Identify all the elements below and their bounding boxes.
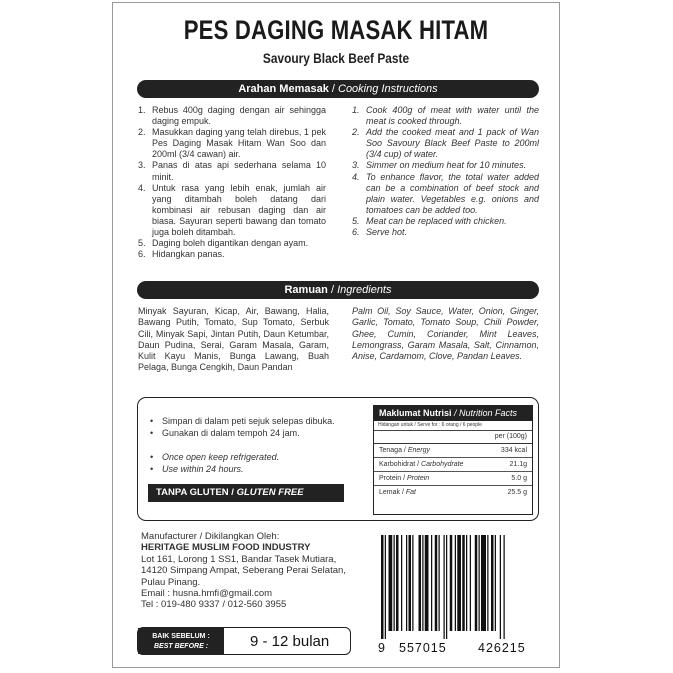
best-before-box: [137, 627, 351, 655]
step-malay: 4. Untuk rasa yang lebih enak, jumlah air yang ditambah boleh datang dari kombinasi air rebusan daging dan air biasa. Sayuran seperti bawang dan tomato juga boleh ditambah.: [138, 182, 326, 238]
ingredients-header-malay: Ramuan: [284, 284, 328, 296]
cooking-header-english: Cooking Instructions: [338, 83, 438, 95]
product-label: [112, 2, 560, 668]
storage-malay: [150, 416, 335, 439]
cooking-steps-malay: [138, 105, 326, 260]
storage-english: [150, 452, 279, 475]
bullet-icon: •: [150, 416, 154, 426]
nutrition-row: Tenaga / Energy 334 kcal: [374, 444, 532, 458]
step-malay: 1. Rebus 400g daging dengan air sehingga daging empuk.: [138, 105, 326, 127]
ingredients-malay: Minyak Sayuran, Kicap, Air, Bawang, Halia, Bawang Putih, Tomato, Sup Tomato, Serbuk Cili, Minyak Sapi, Jintan Putih, Daun Ketumbar, Daun Pudina, Serai, Garam Masala, Garam, Kulit Kayu Manis, Bunga Lawang, Buah Pelaga, Bunga Cengkih, Daun Pandan: [138, 306, 329, 373]
nutrition-row: Protein / Protein 5.0 g: [374, 472, 532, 486]
address-line: 14120 Simpang Ampat, Seberang Perai Selatan,: [141, 565, 346, 577]
step-english: 4. To enhance flavor, the total water added can be a combination of beef stock and plain water. Vegetables e.g. onions and tomatoes can be added too.: [352, 171, 539, 215]
nutrition-row: Karbohidrat / Carbohydrate 21.1g: [374, 458, 532, 472]
barcode-left-digits: 557015: [399, 641, 447, 655]
storage-nutrition-box: [137, 397, 539, 521]
ingredients-header-separator: /: [327, 284, 338, 296]
address-line: Lot 161, Lorong 1 SS1, Bandar Tasek Mutiara,: [141, 553, 337, 565]
nutrition-title: Maklumat Nutrisi / Nutrition Facts: [374, 406, 532, 421]
ingredients-header: [137, 281, 539, 299]
storage-item: • Gunakan di dalam tempoh 24 jam.: [150, 427, 300, 438]
step-malay: 3. Panas di atas api sederhana selama 10 minit.: [138, 160, 326, 182]
ingredients-header-english: Ingredients: [337, 284, 392, 296]
manufacturer-name: HERITAGE MUSLIM FOOD INDUSTRY: [141, 542, 311, 554]
gluten-free-badge: TANPA GLUTEN / GLUTEN FREE: [148, 484, 344, 502]
step-malay: 6. Hidangkan panas.: [138, 249, 225, 260]
step-malay: 5. Daging boleh digantikan dengan ayam.: [138, 238, 309, 249]
manufacturer-email: Email : husna.hmfi@gmail.com: [141, 588, 273, 600]
barcode-first-digit: 9: [378, 641, 386, 655]
best-before-value: 9 - 12 bulan: [250, 633, 330, 650]
cooking-header-malay: Arahan Memasak: [238, 83, 329, 95]
bullet-icon: •: [150, 452, 154, 462]
manufacturer-info: [141, 531, 346, 611]
product-subtitle: Savoury Black Beef Paste: [262, 50, 410, 66]
bullet-icon: •: [150, 463, 154, 474]
ingredients-english: Palm Oil, Soy Sauce, Water, Onion, Ginger, Garlic, Tomato, Tomato Soup, Chili Powder, Ghee, Cumin, Coriander, Mint Leaves, Lemongrass, Garam Masala, Salt, Cinnamon, Anise, Cardamom, Clove, Pandan Leaves.: [352, 306, 539, 362]
barcode-right-digits: 426215: [478, 641, 526, 655]
step-english: 2. Add the cooked meat and 1 pack of Wan Soo Savoury Black Beef Paste to 200ml (3/4 cup) of water.: [352, 127, 539, 160]
best-before-label: BAIK SEBELUM : BEST BEFORE :: [138, 628, 224, 654]
cooking-instructions-header: [137, 80, 539, 98]
bullet-icon: •: [150, 427, 154, 438]
step-english: 1. Cook 400g of meat with water until the meat is cooked through.: [352, 105, 539, 127]
nutrition-row: Lemak / Fat 25.5 g: [379, 489, 527, 496]
per-100g-header: per (100g): [374, 431, 532, 444]
serving-info: Hidangan untuk / Serve for : 6 orang / 6 people: [374, 421, 532, 431]
nutrition-facts-table: [373, 405, 533, 515]
cooking-steps-english: [352, 105, 539, 238]
step-malay: 2. Masukkan daging yang telah direbus, 1 pek Pes Daging Masak Hitam Wan Soo dan 200ml (3/4 cawan) air.: [138, 127, 326, 160]
address-line: Pulau Pinang.: [141, 576, 201, 588]
step-english: 6. Serve hot.: [352, 227, 408, 238]
manufacturer-heading: Manufacturer / Dikilangkan Oleh:: [141, 531, 280, 542]
storage-item: • Simpan di dalam peti sejuk selepas dibuka.: [150, 416, 335, 426]
step-english: 5. Meat can be replaced with chicken.: [352, 215, 507, 226]
cooking-header-separator: /: [328, 83, 338, 95]
barcode: [381, 535, 539, 639]
storage-item: • Once open keep refrigerated.: [150, 452, 280, 462]
storage-item: • Use within 24 hours.: [150, 463, 244, 474]
step-english: 3. Simmer on medium heat for 10 minutes.: [352, 160, 527, 171]
product-title: PES DAGING MASAK HITAM: [183, 15, 489, 45]
manufacturer-phone: Tel : 019-480 9337 / 012-560 3955: [141, 599, 287, 611]
